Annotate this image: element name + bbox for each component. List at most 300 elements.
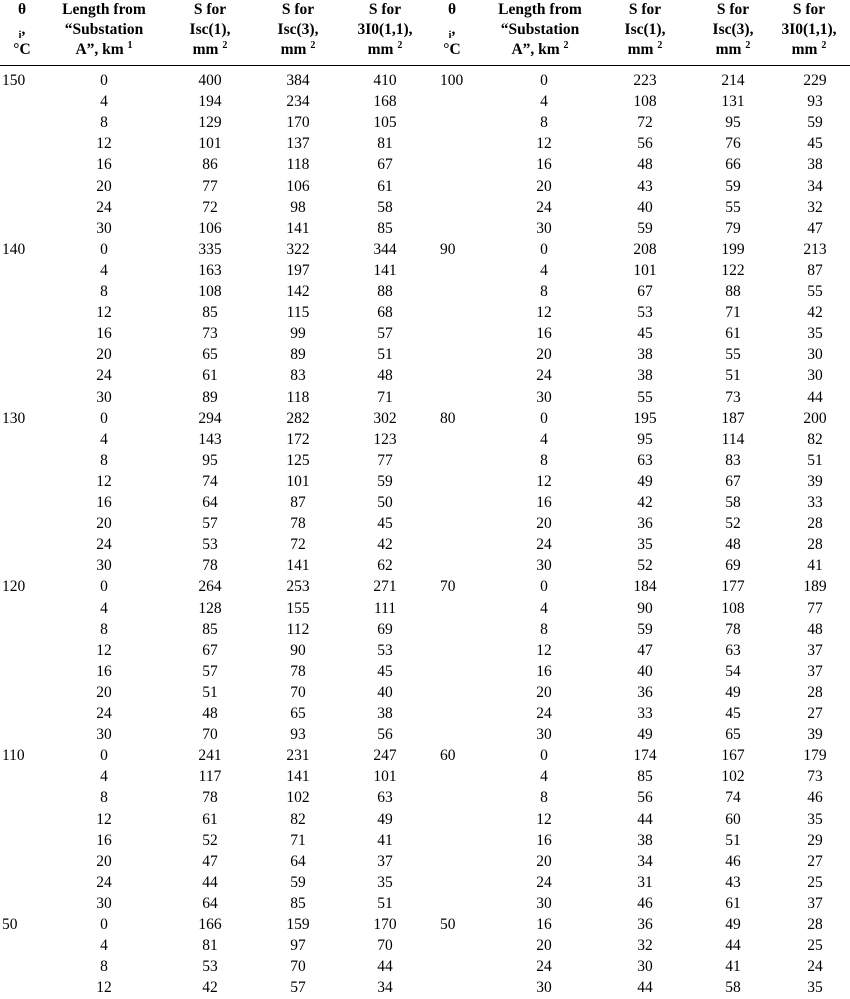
cell-s0-left: 247	[373, 747, 397, 765]
cell-theta-left: 120	[2, 578, 26, 596]
header-s0-right: S for 3I0(1,1), mm $^2$	[781, 1, 837, 58]
cell-length-left: 24	[96, 367, 112, 385]
header-theta-right: θ $_i$, °C	[443, 1, 461, 58]
cell-s1-right: 184	[633, 578, 657, 596]
cell-s1-left: 89	[202, 388, 218, 406]
table-row	[0, 914, 850, 935]
cell-length-left: 0	[100, 578, 108, 596]
cell-s1-left: 61	[202, 810, 218, 828]
cell-s0-right: 30	[807, 367, 823, 385]
cell-s1-right: 35	[637, 536, 653, 554]
cell-s0-right: 229	[803, 72, 827, 89]
cell-length-left: 24	[96, 198, 112, 216]
cell-s0-left: 49	[377, 810, 393, 828]
table-row	[0, 323, 850, 344]
cell-s3-right: 65	[725, 726, 741, 744]
cell-length-right: 20	[536, 177, 552, 195]
cell-length-right: 24	[536, 367, 552, 385]
cell-length-right: 20	[536, 683, 552, 701]
cell-s1-right: 43	[637, 177, 653, 195]
cell-s3-left: 93	[290, 726, 306, 744]
cell-s3-left: 118	[286, 156, 310, 174]
cell-s3-right: 61	[725, 894, 741, 912]
cell-s3-left: 115	[286, 304, 310, 322]
cell-s3-left: 172	[286, 430, 310, 448]
cell-s3-right: 108	[721, 599, 745, 617]
table-row	[0, 661, 850, 682]
cell-s0-left: 35	[377, 873, 393, 891]
table-row	[0, 682, 850, 703]
table-row	[0, 893, 850, 914]
cell-s3-right: 52	[725, 515, 741, 533]
cell-s1-left: 194	[198, 93, 222, 111]
cell-s3-right: 214	[721, 72, 745, 89]
cell-s1-right: 108	[633, 93, 657, 111]
table-row	[0, 387, 850, 408]
cell-s1-left: 64	[202, 494, 218, 511]
cell-s0-right: 189	[803, 578, 827, 596]
cell-theta-left: 50	[2, 916, 18, 933]
cell-s0-left: 45	[377, 515, 393, 533]
cell-length-right: 0	[540, 578, 548, 596]
header-s3-right: S for Isc(3), mm $^2$	[712, 1, 754, 58]
cell-s1-right: 45	[637, 325, 653, 343]
cell-length-right: 30	[536, 219, 552, 237]
table-row	[0, 935, 850, 956]
cell-s0-right: 38	[807, 156, 823, 174]
cell-length-right: 16	[536, 325, 552, 343]
cell-s3-right: 58	[725, 494, 741, 511]
cell-s3-left: 82	[290, 810, 306, 828]
cell-length-right: 30	[536, 388, 552, 406]
cell-s1-left: 73	[202, 325, 218, 343]
cell-s1-right: 101	[633, 261, 657, 279]
table-row	[0, 851, 850, 872]
cell-length-right: 20	[536, 852, 552, 870]
cell-length-left: 20	[96, 515, 112, 533]
cell-length-left: 8	[100, 620, 108, 638]
cell-theta-right: 60	[440, 747, 456, 765]
cell-s1-left: 108	[198, 283, 222, 300]
cell-s0-right: 39	[807, 726, 823, 744]
cell-s1-left: 143	[198, 430, 222, 448]
cell-s0-left: 50	[377, 494, 393, 511]
cell-s1-left: 44	[202, 873, 218, 891]
cell-s1-left: 129	[198, 114, 222, 132]
table-row	[0, 154, 850, 175]
cell-s3-left: 97	[290, 937, 306, 955]
cell-s0-left: 168	[373, 93, 397, 111]
cell-s0-right: 59	[807, 114, 823, 132]
cell-s1-right: 85	[637, 768, 653, 786]
table-row	[0, 703, 850, 724]
cell-s3-left: 90	[290, 641, 306, 659]
cell-s1-right: 30	[637, 958, 653, 976]
cell-length-right: 4	[540, 430, 548, 448]
cell-length-right: 16	[536, 831, 552, 849]
cell-s3-right: 67	[725, 472, 741, 490]
cell-s1-right: 223	[633, 72, 657, 89]
cell-s1-right: 38	[637, 831, 653, 849]
cell-s3-left: 142	[286, 283, 310, 300]
cell-length-right: 16	[536, 156, 552, 174]
table-row	[0, 640, 850, 661]
table-row	[0, 344, 850, 365]
cell-s3-right: 199	[721, 240, 745, 258]
cell-s1-right: 208	[633, 240, 657, 258]
cell-s1-left: 53	[202, 958, 218, 976]
cell-s0-left: 170	[373, 916, 397, 933]
cell-s3-right: 46	[725, 852, 741, 870]
cell-length-left: 30	[96, 557, 112, 575]
cell-s1-right: 44	[637, 810, 653, 828]
cell-s3-left: 322	[286, 240, 310, 258]
cell-s0-right: 37	[807, 641, 823, 659]
cell-s0-left: 51	[377, 894, 393, 912]
cell-s0-left: 59	[377, 472, 393, 490]
cell-s3-left: 155	[286, 599, 310, 617]
cell-length-right: 12	[536, 810, 552, 828]
cell-s3-left: 70	[290, 683, 306, 701]
cell-s0-right: 24	[807, 958, 823, 976]
header-s1-right: S for Isc(1), mm $^2$	[624, 1, 666, 58]
cell-length-left: 30	[96, 726, 112, 744]
cell-length-left: 20	[96, 346, 112, 364]
cell-length-right: 30	[536, 557, 552, 575]
cell-s3-left: 141	[286, 557, 310, 575]
cell-s0-right: 25	[807, 873, 823, 891]
cell-s3-right: 187	[721, 409, 745, 427]
table-row	[0, 598, 850, 619]
table-row	[0, 830, 850, 851]
cell-length-left: 16	[96, 831, 112, 849]
cell-s0-left: 62	[377, 557, 393, 575]
cell-s1-left: 117	[198, 768, 222, 786]
table-row	[0, 492, 850, 513]
cell-s0-right: 73	[807, 768, 823, 786]
cell-s3-right: 131	[721, 93, 745, 111]
cell-length-left: 20	[96, 683, 112, 701]
cell-s1-left: 81	[202, 937, 218, 955]
cell-s1-left: 53	[202, 536, 218, 554]
cell-s0-left: 53	[377, 641, 393, 659]
cell-s3-right: 51	[725, 367, 741, 385]
cell-s1-left: 47	[202, 852, 218, 870]
cell-s0-left: 410	[373, 72, 397, 89]
cell-s0-left: 141	[373, 261, 397, 279]
header-s1-left: S for Isc(1), mm $^2$	[189, 1, 231, 58]
table-row	[0, 956, 850, 977]
table-row	[0, 197, 850, 218]
table-row	[0, 766, 850, 787]
cell-s1-right: 36	[637, 683, 653, 701]
cell-length-right: 4	[540, 93, 548, 111]
cell-s1-left: 95	[202, 451, 218, 469]
cell-s1-right: 36	[637, 515, 653, 533]
cell-s3-left: 98	[290, 198, 306, 216]
cell-s3-left: 65	[290, 705, 306, 722]
cell-s3-left: 234	[286, 93, 310, 111]
cell-s0-left: 48	[377, 367, 393, 385]
cell-s3-right: 49	[725, 916, 741, 933]
cell-s0-right: 47	[807, 219, 823, 237]
cell-s0-right: 33	[807, 494, 823, 511]
table-row	[0, 91, 850, 112]
table-row	[0, 218, 850, 239]
cell-s0-right: 28	[807, 683, 823, 701]
cell-s3-right: 114	[721, 430, 745, 448]
cell-theta-right: 90	[440, 240, 456, 258]
cell-length-right: 20	[536, 346, 552, 364]
cell-theta-left: 140	[2, 240, 26, 258]
cell-s1-left: 78	[202, 557, 218, 575]
table-row	[0, 176, 850, 197]
cell-length-right: 20	[536, 515, 552, 533]
cell-length-right: 24	[536, 198, 552, 216]
cell-length-right: 4	[540, 261, 548, 279]
cell-s0-left: 67	[377, 156, 393, 174]
cell-s1-right: 48	[637, 156, 653, 174]
cell-s3-right: 61	[725, 325, 741, 343]
table-row	[0, 302, 850, 323]
cell-s3-left: 141	[286, 768, 310, 786]
table-row	[0, 365, 850, 386]
cell-s3-left: 384	[286, 72, 310, 89]
cell-length-left: 8	[100, 958, 108, 976]
cell-length-right: 8	[540, 620, 548, 638]
cell-s3-left: 70	[290, 958, 306, 976]
cell-s0-left: 45	[377, 662, 393, 680]
cell-length-right: 8	[540, 451, 548, 469]
cell-length-right: 8	[540, 114, 548, 132]
cell-s1-left: 166	[198, 916, 222, 933]
cell-s1-left: 57	[202, 662, 218, 680]
cell-s0-left: 302	[373, 409, 397, 427]
cell-s1-right: 36	[637, 916, 653, 933]
cell-s3-right: 74	[725, 789, 741, 807]
cell-s3-left: 137	[286, 135, 310, 153]
cell-s1-right: 56	[637, 135, 653, 153]
cell-theta-right: 50	[440, 916, 456, 933]
cell-s0-right: 37	[807, 894, 823, 912]
cell-s1-right: 174	[633, 747, 657, 765]
cell-length-left: 12	[96, 979, 112, 997]
cell-length-right: 30	[536, 979, 552, 997]
cell-s0-left: 101	[373, 768, 397, 786]
cell-s0-left: 44	[377, 958, 393, 976]
cell-length-left: 8	[100, 114, 108, 132]
cell-s3-right: 73	[725, 388, 741, 406]
cell-length-right: 24	[536, 873, 552, 891]
cell-s1-right: 34	[637, 852, 653, 870]
cell-s1-left: 400	[198, 72, 222, 89]
cell-s0-left: 37	[377, 852, 393, 870]
cell-s1-right: 44	[637, 979, 653, 997]
cell-length-left: 30	[96, 219, 112, 237]
cell-s0-left: 88	[377, 283, 393, 300]
cell-s1-left: 106	[198, 219, 222, 237]
cell-s1-right: 90	[637, 599, 653, 617]
header-theta-left: θ $_i$, °C	[13, 1, 31, 58]
cell-s1-left: 264	[198, 578, 222, 596]
cell-s1-left: 128	[198, 599, 222, 617]
cell-length-left: 30	[96, 894, 112, 912]
cell-s0-left: 58	[377, 198, 393, 216]
cell-theta-right: 100	[440, 72, 464, 89]
cell-s1-right: 40	[637, 198, 653, 216]
cell-length-right: 0	[540, 747, 548, 765]
cell-s3-right: 55	[725, 346, 741, 364]
cell-s0-right: 87	[807, 261, 823, 279]
cell-s3-left: 78	[290, 515, 306, 533]
cell-s1-right: 53	[637, 304, 653, 322]
cell-s3-right: 43	[725, 873, 741, 891]
cell-s0-right: 51	[807, 451, 823, 469]
cell-length-left: 20	[96, 177, 112, 195]
cell-length-left: 4	[100, 261, 108, 279]
cell-s1-left: 65	[202, 346, 218, 364]
cell-s3-right: 69	[725, 557, 741, 575]
cell-s3-right: 177	[721, 578, 745, 596]
cell-s1-right: 31	[637, 873, 653, 891]
cell-s0-right: 179	[803, 747, 827, 765]
cell-s3-right: 79	[725, 219, 741, 237]
cell-s1-right: 95	[637, 430, 653, 448]
table-row	[0, 555, 850, 576]
cell-length-left: 0	[100, 240, 108, 258]
cell-s3-left: 253	[286, 578, 310, 596]
cell-length-left: 0	[100, 916, 108, 933]
cell-s1-right: 49	[637, 726, 653, 744]
table-row	[0, 872, 850, 893]
cell-length-right: 24	[536, 536, 552, 554]
cell-s1-left: 42	[202, 979, 218, 997]
cell-s1-left: 57	[202, 515, 218, 533]
cell-length-right: 20	[536, 937, 552, 955]
table-row	[0, 787, 850, 808]
cell-s0-right: 25	[807, 937, 823, 955]
cell-s0-right: 48	[807, 620, 823, 638]
cell-length-right: 24	[536, 705, 552, 722]
cell-length-left: 12	[96, 810, 112, 828]
cell-s3-left: 106	[286, 177, 310, 195]
table-row	[0, 239, 850, 260]
cell-s1-left: 86	[202, 156, 218, 174]
cell-s0-left: 77	[377, 451, 393, 469]
cell-s0-left: 56	[377, 726, 393, 744]
table-row	[0, 260, 850, 281]
cell-s3-left: 89	[290, 346, 306, 364]
cell-s0-right: 34	[807, 177, 823, 195]
cell-s0-left: 111	[373, 599, 397, 617]
cell-s1-right: 59	[637, 219, 653, 237]
cell-s0-left: 63	[377, 789, 393, 807]
cell-length-right: 0	[540, 240, 548, 258]
table-row	[0, 429, 850, 450]
cell-s3-left: 85	[290, 894, 306, 912]
cell-s1-right: 55	[637, 388, 653, 406]
header-length-left: Length from “Substation A”, km $^1$	[62, 1, 146, 58]
cell-s0-left: 123	[373, 430, 397, 448]
cell-length-left: 20	[96, 852, 112, 870]
cell-length-right: 16	[536, 662, 552, 680]
cell-s0-right: 28	[807, 536, 823, 554]
cell-s3-right: 102	[721, 768, 745, 786]
table-row	[0, 724, 850, 745]
cell-length-right: 12	[536, 304, 552, 322]
cell-length-right: 0	[540, 72, 548, 89]
table-row	[0, 576, 850, 597]
cell-s3-right: 45	[725, 705, 741, 722]
cell-s3-left: 125	[286, 451, 310, 469]
cell-s3-left: 159	[286, 916, 310, 933]
cell-s3-right: 51	[725, 831, 741, 849]
cell-s1-left: 72	[202, 198, 218, 216]
cell-s0-right: 44	[807, 388, 823, 406]
table-row	[0, 281, 850, 302]
cell-s0-left: 51	[377, 346, 393, 364]
table-row	[0, 70, 850, 91]
cell-s0-left: 57	[377, 325, 393, 343]
cell-length-left: 24	[96, 705, 112, 722]
cell-s3-right: 88	[725, 283, 741, 300]
cell-s0-right: 55	[807, 283, 823, 300]
cell-length-right: 12	[536, 472, 552, 490]
table-row	[0, 809, 850, 830]
cell-s1-right: 52	[637, 557, 653, 575]
header-rule	[0, 65, 850, 66]
cell-length-left: 4	[100, 430, 108, 448]
cell-s1-left: 78	[202, 789, 218, 807]
cell-length-left: 16	[96, 156, 112, 174]
cell-s3-right: 66	[725, 156, 741, 174]
cell-s0-left: 105	[373, 114, 397, 132]
cell-length-left: 4	[100, 599, 108, 617]
cell-length-right: 24	[536, 958, 552, 976]
cell-s1-right: 40	[637, 662, 653, 680]
cell-s3-right: 95	[725, 114, 741, 132]
cell-s3-right: 71	[725, 304, 741, 322]
cell-length-left: 4	[100, 768, 108, 786]
header-length-right: Length from “Substation A”, km $^2$	[498, 1, 582, 58]
cell-length-left: 30	[96, 388, 112, 406]
cell-s0-left: 41	[377, 831, 393, 849]
cell-s1-left: 101	[198, 135, 222, 153]
cell-s1-right: 49	[637, 472, 653, 490]
table-header	[0, 0, 850, 66]
cell-length-left: 24	[96, 536, 112, 554]
cell-s0-left: 42	[377, 536, 393, 554]
table-row	[0, 534, 850, 555]
table-row	[0, 450, 850, 471]
cell-s0-right: 28	[807, 515, 823, 533]
cell-s0-right: 213	[803, 240, 827, 258]
cell-s3-right: 60	[725, 810, 741, 828]
table-row	[0, 112, 850, 133]
table-row	[0, 471, 850, 492]
cell-length-right: 8	[540, 283, 548, 300]
cell-s0-left: 61	[377, 177, 393, 195]
cell-s3-right: 55	[725, 198, 741, 216]
cell-s1-right: 38	[637, 346, 653, 364]
cell-s3-right: 63	[725, 641, 741, 659]
table-row	[0, 619, 850, 640]
cell-s1-left: 64	[202, 894, 218, 912]
cell-s3-left: 78	[290, 662, 306, 680]
cell-s1-right: 42	[637, 494, 653, 511]
cell-s0-left: 40	[377, 683, 393, 701]
cell-s0-left: 85	[377, 219, 393, 237]
